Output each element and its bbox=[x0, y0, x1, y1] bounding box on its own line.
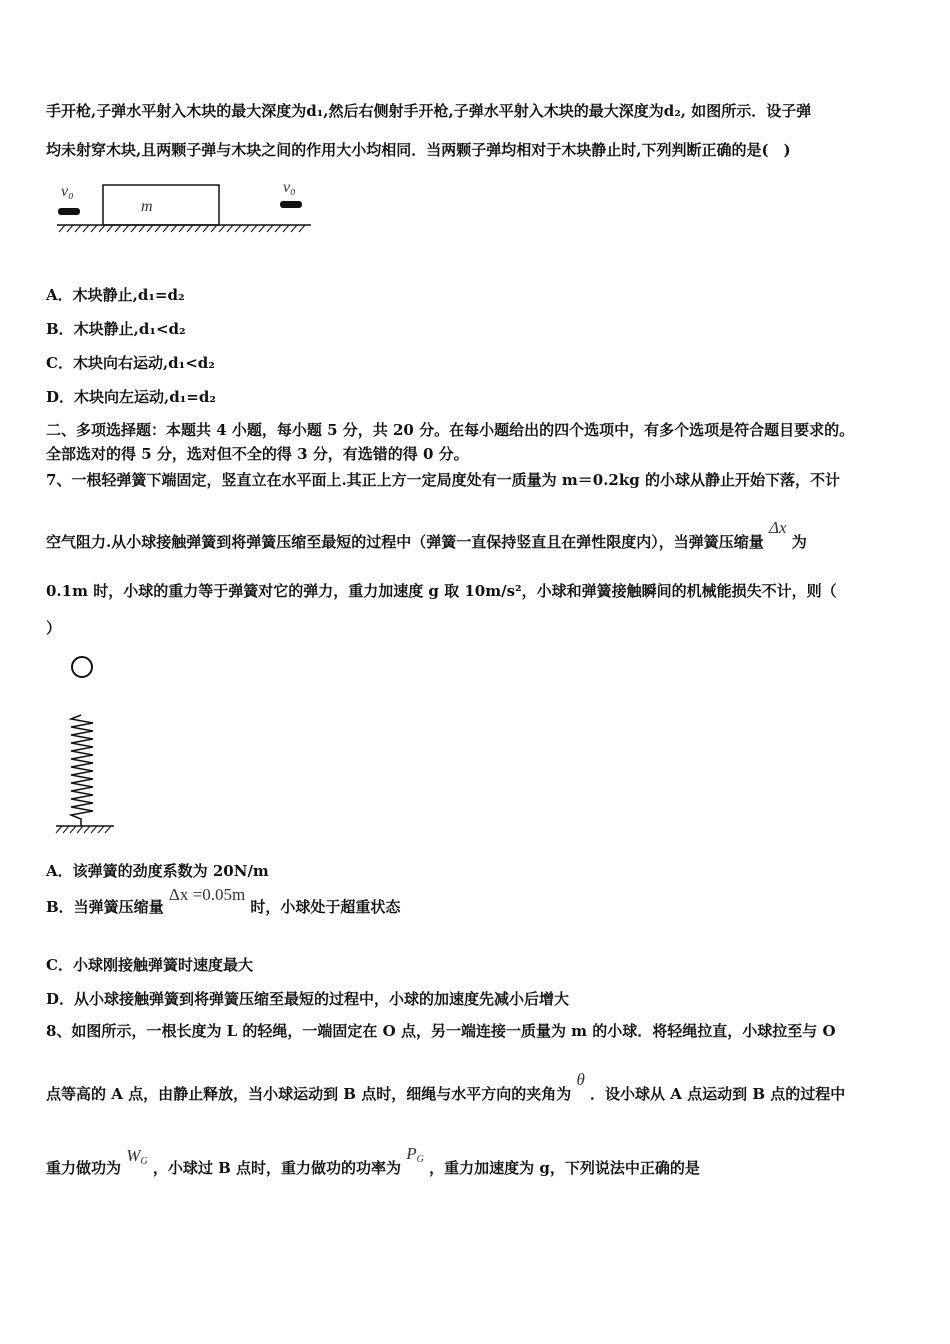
q8-power-subscript: G bbox=[416, 1154, 424, 1165]
q7-option-a[interactable]: A．该弹簧的劲度系数为 20N/m bbox=[46, 862, 269, 880]
spring-base-hatching bbox=[56, 826, 111, 833]
wood-block bbox=[103, 185, 219, 225]
q8-text-line2 bbox=[46, 1070, 846, 1104]
q7-text-line3: 0.1m 时，小球的重力等于弹簧对它的弹力，重力加速度 g 取 10m/s²，小球和弹簧接触瞬间的机械能损失不计，则（ bbox=[46, 582, 837, 600]
q7-option-b-text-a: B．当弹簧压缩量 bbox=[46, 898, 164, 916]
left-bullet bbox=[58, 208, 80, 215]
q8-line3-text-a: 重力做功为 bbox=[46, 1159, 122, 1177]
q6-option-c[interactable]: C．木块向右运动,d₁<d₂ bbox=[46, 354, 215, 372]
q7-text-line1: 7、一根轻弹簧下端固定，竖直立在水平面上.其正上方一定局度处有一质量为 m＝0.2kg 的小球从静止开始下落，不计 bbox=[46, 471, 840, 489]
q7-line2-text-a: 空气阻力.从小球接触弹簧到将弹簧压缩至最短的过程中（弹簧一直保持竖直且在弹性限度内），当弹簧压缩量 bbox=[46, 533, 764, 551]
q7-delta-x: Δx bbox=[768, 518, 787, 537]
q7-line2-text-b: 为 bbox=[791, 533, 807, 551]
left-velocity-label: v₀ bbox=[61, 183, 74, 200]
section2-line1: 二、多项选择题：本题共 4 小题，每小题 5 分，共 20 分。在每小题给出的四个选项中，有多个选项是符合题目要求的。 bbox=[46, 421, 855, 439]
block-mass-label: m bbox=[141, 198, 153, 215]
q8-work-symbol bbox=[126, 1146, 147, 1165]
q8-text-line3 bbox=[46, 1144, 700, 1184]
q7-text-line4: ） bbox=[46, 619, 62, 637]
q8-line3-text-c: ，重力加速度为 g，下列说法中正确的是 bbox=[429, 1159, 700, 1177]
ground-hatching bbox=[59, 225, 305, 232]
q6-option-a[interactable]: A．木块静止,d₁=d₂ bbox=[46, 286, 185, 304]
section2-line2: 全部选对的得 5 分，选对但不全的得 3 分，有选错的得 0 分。 bbox=[46, 445, 469, 463]
q7-option-b-text-b: 时，小球处于超重状态 bbox=[250, 898, 401, 916]
q8-power-letter: P bbox=[406, 1144, 417, 1163]
q6-block-figure bbox=[55, 178, 315, 238]
q7-option-d[interactable]: D．从小球接触弹簧到将弹簧压缩至最短的过程中，小球的加速度先减小后增大 bbox=[46, 990, 570, 1008]
q8-line2-text-a: 点等高的 A 点，由静止释放，当小球运动到 B 点时，细绳与水平方向的夹角为 bbox=[46, 1085, 572, 1103]
q8-line3-text-b: ，小球过 B 点时，重力做功的功率为 bbox=[152, 1159, 402, 1177]
right-velocity-label: v₀ bbox=[283, 179, 296, 196]
q8-work-subscript: G bbox=[140, 1156, 148, 1167]
q7-text-line2 bbox=[46, 518, 807, 552]
q7-option-b-math: Δx =0.05m bbox=[168, 885, 246, 904]
q6-text-line1: 手开枪,子弹水平射入木块的最大深度为d₁,然后右侧射手开枪,子弹水平射入木块的最大深度为d₂, 如图所示．设子弹 bbox=[46, 102, 812, 120]
q8-line2-text-b: ．设小球从 A 点运动到 B 点的过程中 bbox=[590, 1085, 846, 1103]
q8-text-line1: 8、如图所示，一根长度为 L 的轻绳，一端固定在 O 点，另一端连接一质量为 m 的小球．将轻绳拉直，小球拉至与 O bbox=[46, 1022, 836, 1040]
q8-power-symbol bbox=[406, 1144, 424, 1163]
q7-option-b[interactable] bbox=[46, 885, 401, 917]
q8-work-letter: W bbox=[126, 1146, 141, 1165]
q6-option-b[interactable]: B．木块静止,d₁<d₂ bbox=[46, 320, 186, 338]
q7-spring-figure bbox=[52, 652, 122, 837]
spring-coil bbox=[71, 715, 93, 826]
q8-theta: θ bbox=[576, 1070, 585, 1089]
q7-option-c[interactable]: C．小球刚接触弹簧时速度最大 bbox=[46, 956, 253, 974]
q6-text-line2: 均未射穿木块,且两颗子弹与木块之间的作用大小均相同．当两颗子弹均相对于木块静止时,下列判断正确的是( ) bbox=[46, 141, 791, 159]
ball bbox=[72, 657, 92, 677]
right-bullet bbox=[280, 201, 302, 208]
q6-option-d[interactable]: D．木块向左运动,d₁=d₂ bbox=[46, 388, 216, 406]
